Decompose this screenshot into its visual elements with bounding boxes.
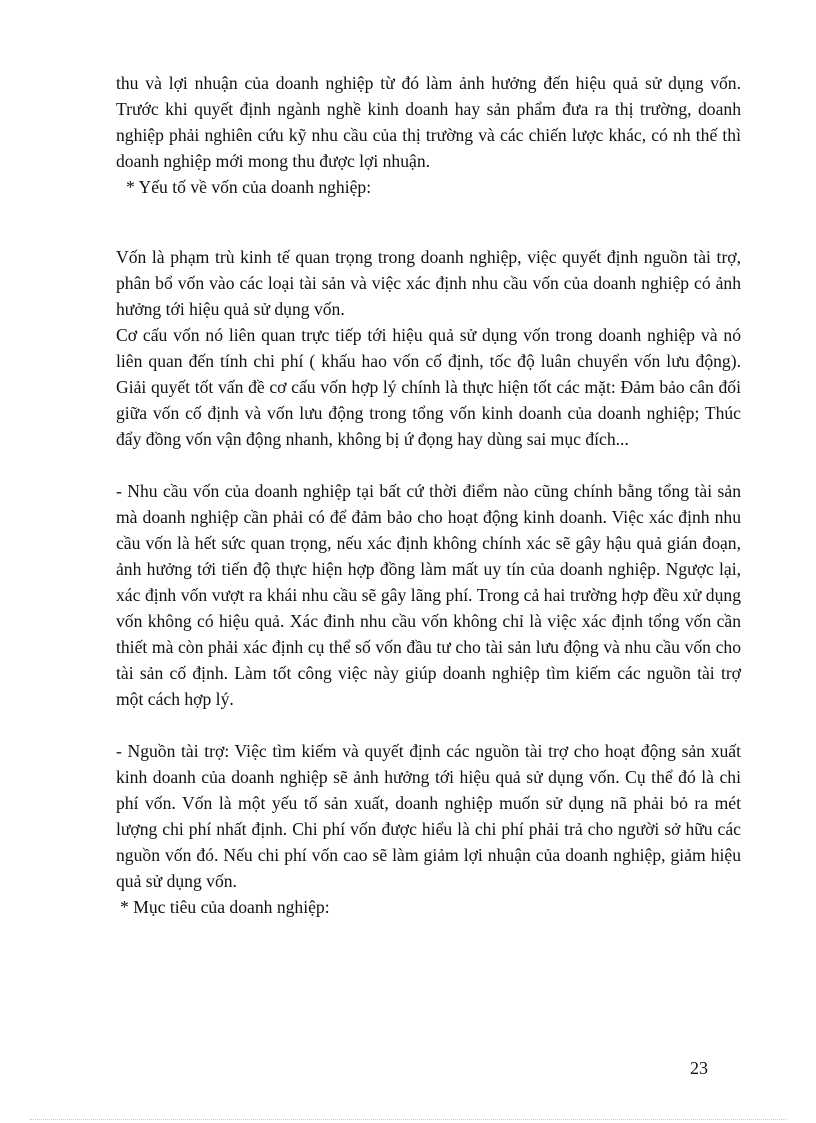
page-bottom-divider [30,1119,786,1120]
paragraph-capital-definition: Vốn là phạm trù kinh tế quan trọng trong doanh nghiệp, việc quyết định nguồn tài trợ, phân bổ vốn vào các loại tài sản và việc xác định nhu cầu vốn của doanh nghiệp có ảnh hưởng tới hiệu quả sử dụng vốn. [116,247,741,319]
heading-business-objectives: * Mục tiêu của doanh nghiệp: [120,897,330,917]
paragraph-capital-structure: Cơ cấu vốn nó liên quan trực tiếp tới hiệu quả sử dụng vốn trong doanh nghiệp và nó liên quan đến tính chi phí ( khấu hao vốn cố định, tốc độ luân chuyển vốn lưu động). Giải quyết tốt vấn đề cơ cấu vốn hợp lý chính là thực hiện tốt các mặt: Đảm bảo cân đối giữa vốn cố định và vốn lưu động trong tổng vốn kinh doanh của doanh nghiệp; Thúc đẩy đồng vốn vận động nhanh, không bị ứ đọng hay dùng sai mục đích... [116,325,741,449]
page-number: 23 [690,1058,708,1078]
document-body [116,70,741,920]
paragraph-funding-sources: - Nguồn tài trợ: Việc tìm kiếm và quyết định các nguồn tài trợ cho hoạt động sản xuất kinh doanh của doanh nghiệp sẽ ảnh hưởng tới hiệu quả sử dụng vốn. Cụ thể đó là chi phí vốn. Vốn là một yếu tố sản xuất, doanh nghiệp muốn sử dụng nã phải bỏ ra mét lượng chi phí nhất định. Chi phí vốn được hiểu là chi phí phải trả cho người sở hữu các nguồn vốn đó. Nếu chi phí vốn cao sẽ làm giảm lợi nhuận của doanh nghiệp, giảm hiệu quả sử dụng vốn. [116,741,741,891]
paragraph-capital-needs: - Nhu cầu vốn của doanh nghiệp tại bất cứ thời điểm nào cũng chính bằng tổng tài sản mà doanh nghiệp cần phải có để đảm bảo cho hoạt động kinh doanh. Việc xác định nhu cầu vốn là hết sức quan trọng, nếu xác định không chính xác sẽ gây hậu quả gián đoạn, ảnh hưởng tới tiến độ thực hiện hợp đồng làm mất uy tín của doanh nghiệp. Ngược lại, xác định vốn vượt ra khái nhu cầu sẽ gây lãng phí. Trong cả hai trường hợp đều xử dụng vốn không có hiệu quả. Xác đinh nhu cầu vốn không chỉ là việc xác định tổng vốn cần thiết mà còn phải xác định cụ thể số vốn đầu tư cho tài sản lưu động và nhu cầu vốn cho tài sản cố định. Làm tốt công việc này giúp doanh nghiệp tìm kiếm các nguồn tài trợ một cách hợp lý. [116,481,741,709]
paragraph-intro: thu và lợi nhuận của doanh nghiệp từ đó làm ảnh hưởng đến hiệu quả sử dụng vốn. Trước khi quyết định ngành nghề kinh doanh hay sản phẩm đưa ra thị trường, doanh nghiệp phải nghiên cứu kỹ nhu cầu của thị trường và các chiến lược khác, có nh thế thì doanh nghiệp mới mong thu được lợi nhuận. [116,73,741,171]
heading-capital-factor: * Yếu tố về vốn của doanh nghiệp: [126,177,372,197]
